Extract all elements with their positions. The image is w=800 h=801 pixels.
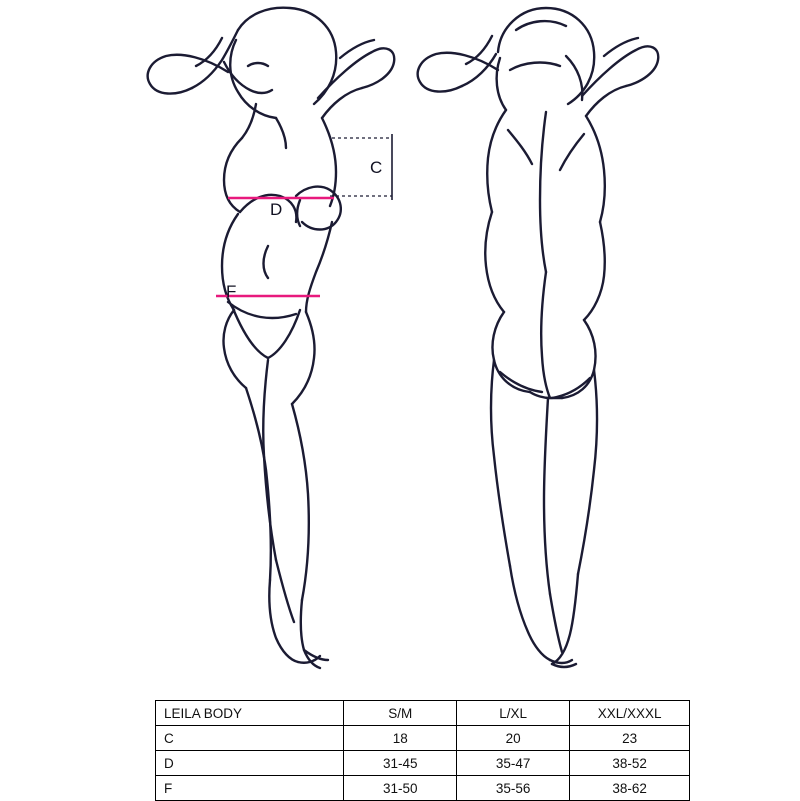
table-header-xxlxxxl: XXL/XXXL	[570, 701, 690, 726]
measurement-label-d: D	[270, 200, 283, 219]
row-f-sm: 31-50	[344, 776, 457, 801]
row-f-lxl: 35-56	[457, 776, 570, 801]
measurement-guides	[216, 134, 392, 296]
measurement-label-c: C	[370, 158, 383, 177]
row-d-xxlxxxl: 38-52	[570, 751, 690, 776]
row-label-f: F	[156, 776, 344, 801]
table-header-sm: S/M	[344, 701, 457, 726]
front-view-female-silhouette	[148, 8, 395, 668]
size-table	[155, 700, 690, 801]
table-header-lxl: L/XL	[457, 701, 570, 726]
row-label-c: C	[156, 726, 344, 751]
table-header-title: LEILA BODY	[156, 701, 344, 726]
table-header-row	[156, 701, 690, 726]
row-c-xxlxxxl: 23	[570, 726, 690, 751]
row-c-lxl: 20	[457, 726, 570, 751]
row-d-sm: 31-45	[344, 751, 457, 776]
row-f-xxlxxxl: 38-62	[570, 776, 690, 801]
back-view-female-silhouette	[418, 8, 659, 667]
measurement-label-f: F	[226, 282, 237, 301]
table-row	[156, 726, 690, 751]
row-d-lxl: 35-47	[457, 751, 570, 776]
row-label-d: D	[156, 751, 344, 776]
table-row	[156, 776, 690, 801]
table-row	[156, 751, 690, 776]
row-c-sm: 18	[344, 726, 457, 751]
